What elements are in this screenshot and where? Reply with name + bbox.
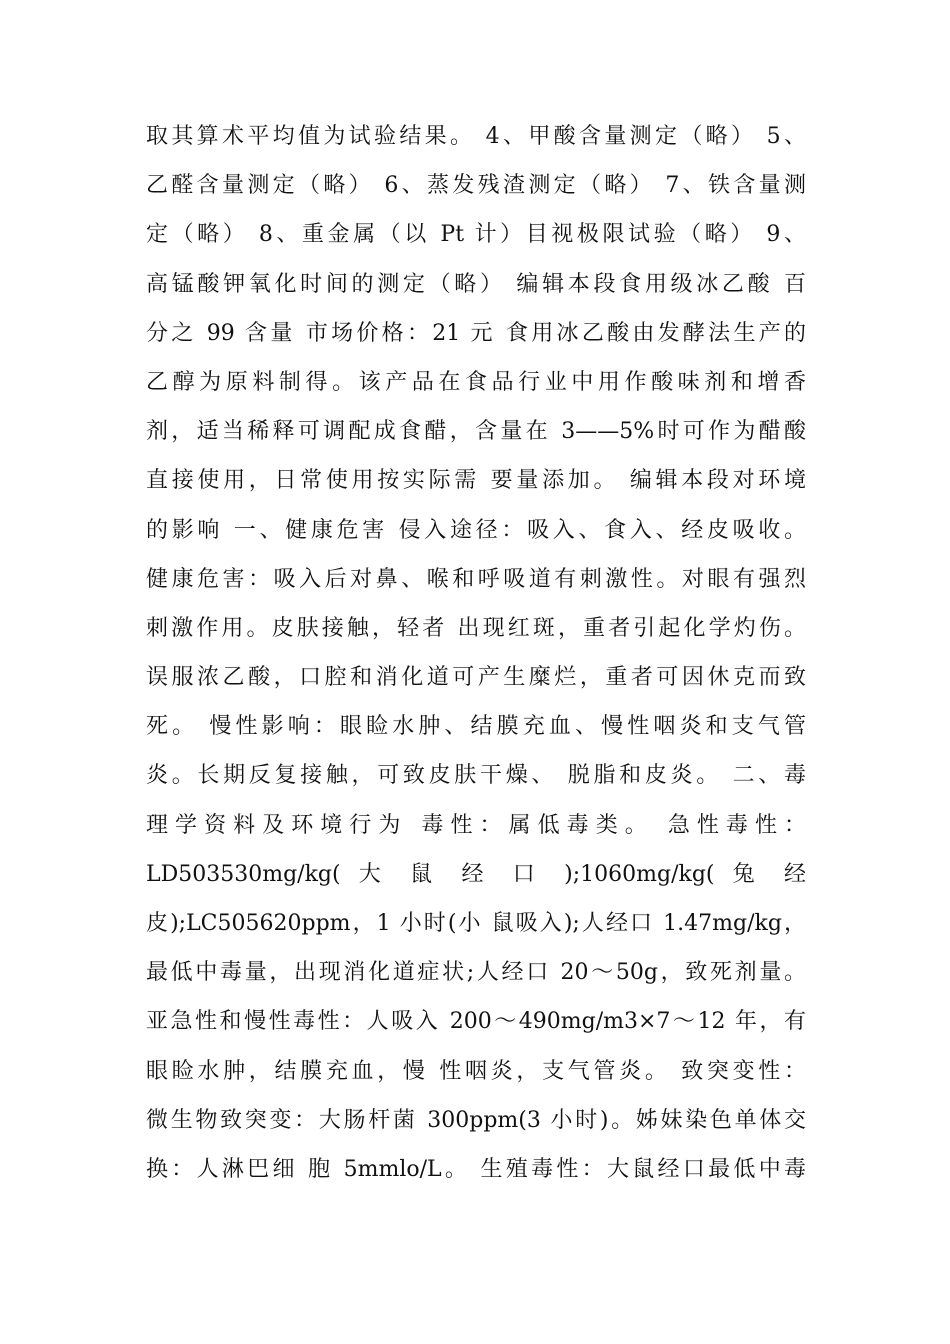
- text-line: 定（略） 8、重金属（以 Pt 计）目视极限试验（略） 9、: [146, 222, 806, 248]
- text-line: 误服浓乙酸，口腔和消化道可产生糜烂，重者可因休克而致: [146, 665, 806, 691]
- text-line: 死。 慢性影响：眼睑水肿、结膜充血、慢性咽炎和支气管: [146, 714, 806, 740]
- text-line: 乙醛含量测定（略） 6、蒸发残渣测定（略） 7、铁含量测: [146, 173, 806, 199]
- text-line: 炎。长期反复接触，可致皮肤干燥、 脱脂和皮炎。 二、毒: [146, 763, 806, 789]
- text-line: 换：人淋巴细 胞 5mmlo/L。 生殖毒性：大鼠经口最低中毒: [146, 1156, 806, 1182]
- text-line: 直接使用，日常使用按实际需 要量添加。 编辑本段对环境: [146, 468, 806, 494]
- text-line: 刺激作用。皮肤接触，轻者 出现红斑，重者引起化学灼伤。: [146, 615, 806, 641]
- text-line: 取其算术平均值为试验结果。 4、甲酸含量测定（略） 5、: [146, 124, 806, 149]
- text-line: 的影响 一、健康危害 侵入途径：吸入、食入、经皮吸收。: [146, 517, 806, 543]
- text-line: 亚急性和慢性毒性：人吸入 200～490mg/m3×7～12 年，有: [146, 1009, 806, 1035]
- text-line: 眼睑水肿，结膜充血，慢 性咽炎，支气管炎。 致突变性：: [146, 1058, 806, 1084]
- text-line: 最低中毒量，出现消化道症状;人经口 20～50g，致死剂量。: [146, 960, 806, 986]
- text-line: 理学资料及环境行为 毒性：属低毒类。 急性毒性：: [146, 812, 806, 838]
- body-text: [146, 112, 806, 1194]
- text-line: 皮);LC505620ppm，1 小时(小 鼠吸入);人经口 1.47mg/kg，: [146, 911, 806, 936]
- text-line: 健康危害：吸入后对鼻、喉和呼吸道有刺激性。对眼有强烈: [146, 566, 806, 592]
- text-line: 高锰酸钾氧化时间的测定（略） 编辑本段食用级冰乙酸 百: [146, 271, 806, 297]
- text-line: 分之 99 含量 市场价格：21 元 食用冰乙酸由发酵法生产的: [146, 320, 806, 346]
- text-line: 剂，适当稀释可调配成食醋，含量在 3——5%时可作为醋酸: [146, 419, 806, 445]
- text-line: 微生物致突变：大肠杆菌 300ppm(3 小时)。姊妹染色单体交: [146, 1107, 806, 1133]
- text-line: 乙醇为原料制得。该产品在食品行业中用作酸味剂和增香: [146, 369, 806, 395]
- text-line: LD503530mg/kg( 大 鼠 经 口 );1060mg/kg( 兔 经: [146, 861, 806, 887]
